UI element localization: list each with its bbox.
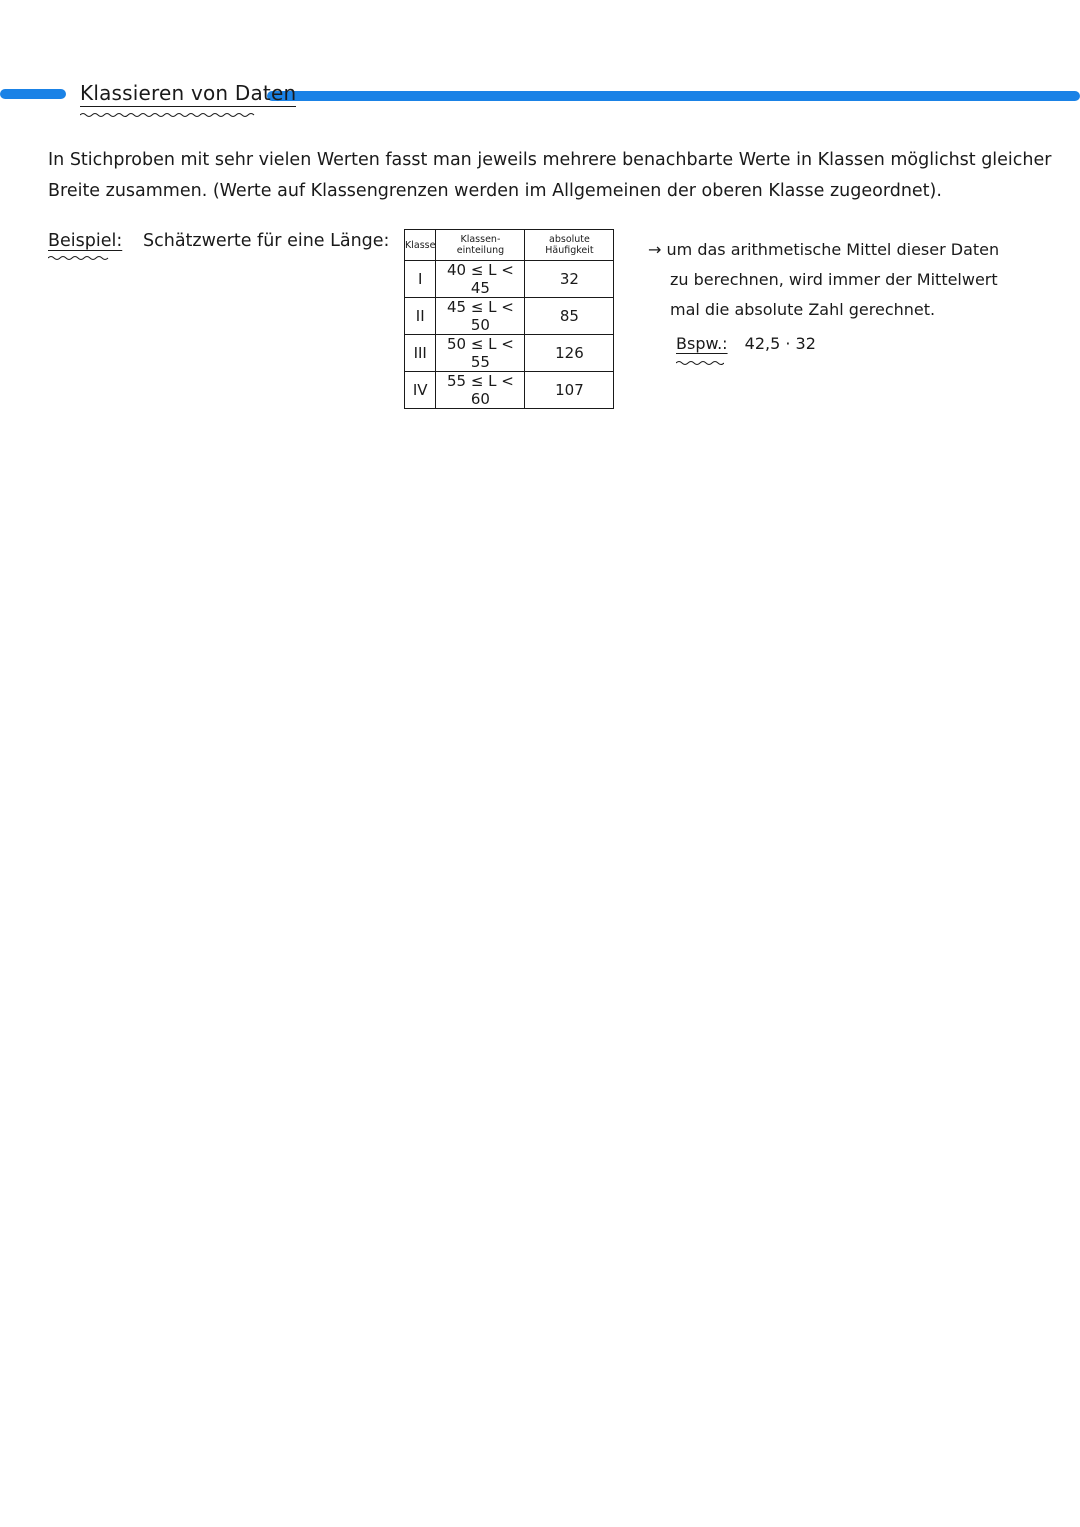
header-einteilung: Klassen- einteilung: [436, 230, 525, 261]
example-wavy-underline: [48, 255, 110, 261]
cell-klasse: I: [405, 261, 436, 298]
cell-einteilung: 45 ≤ L < 50: [436, 298, 525, 335]
header-haeufigkeit: absolute Häufigkeit: [525, 230, 614, 261]
cell-einteilung: 40 ≤ L < 45: [436, 261, 525, 298]
cell-haeufigkeit: 107: [525, 372, 614, 409]
intro-line-2: Breite zusammen. (Werte auf Klassengrenzen werden im Allgemeinen der oberen Klasse zugeordnet).: [48, 181, 942, 201]
page-title: Klassieren von Daten: [80, 81, 297, 105]
bspw-wavy-underline: [676, 360, 724, 366]
table-row: [405, 372, 614, 409]
title-wavy-underline: [80, 112, 258, 118]
cell-klasse: III: [405, 335, 436, 372]
note-line-2: zu berechnen, wird immer der Mittelwert: [670, 270, 998, 289]
calculation-example-label: Bspw.:: [676, 334, 728, 353]
frequency-table: [404, 229, 614, 409]
header-accent-bar-right: [267, 91, 1080, 101]
intro-paragraph: [48, 145, 1052, 207]
header-klasse: Klasse: [405, 230, 436, 261]
intro-line-1: In Stichproben mit sehr vielen Werten fasst man jeweils mehrere benachbarte Werte in Klassen möglichst gleicher: [48, 150, 1052, 170]
example-description: Schätzwerte für eine Länge:: [143, 231, 390, 251]
example-label: Beispiel:: [48, 231, 123, 251]
cell-klasse: IV: [405, 372, 436, 409]
header-accent-bar-left: [0, 89, 66, 99]
cell-haeufigkeit: 85: [525, 298, 614, 335]
mean-calculation-note: [648, 235, 999, 325]
table-row: [405, 298, 614, 335]
table-row: [405, 335, 614, 372]
table-row: [405, 261, 614, 298]
cell-klasse: II: [405, 298, 436, 335]
cell-haeufigkeit: 32: [525, 261, 614, 298]
cell-haeufigkeit: 126: [525, 335, 614, 372]
calculation-example-value: 42,5 · 32: [744, 334, 816, 353]
cell-einteilung: 55 ≤ L < 60: [436, 372, 525, 409]
table-header-row: [405, 230, 614, 261]
arrow-right-icon: →: [648, 240, 662, 259]
note-line-1: → um das arithmetische Mittel dieser Daten: [648, 240, 1000, 259]
note-line-3: mal die absolute Zahl gerechnet.: [670, 300, 936, 319]
cell-einteilung: 50 ≤ L < 55: [436, 335, 525, 372]
calculation-example: [676, 334, 816, 353]
